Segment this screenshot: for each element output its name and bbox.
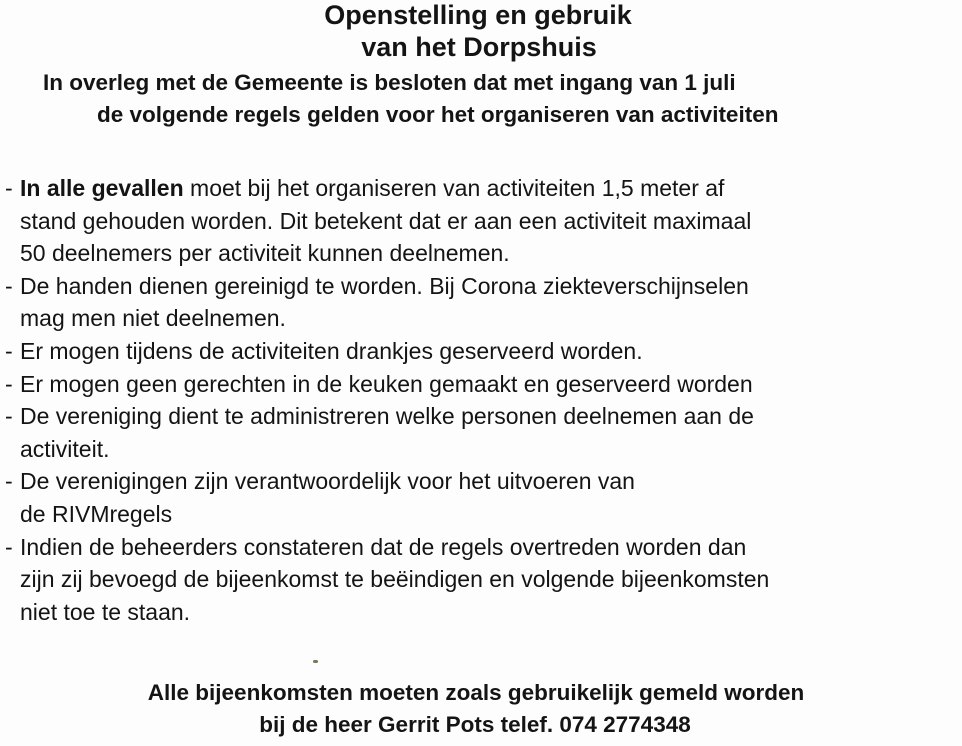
bullet-dash: -: [5, 337, 13, 364]
intro-line-1: In overleg met de Gemeente is besloten dat met ingang van 1 juli: [43, 70, 736, 95]
bullet-dash: -: [5, 403, 13, 430]
rule-text: mag men niet deelnemen.: [20, 305, 286, 332]
scan-speck: [313, 660, 318, 663]
rule-text: Er mogen tijdens de activiteiten drankjes geserveerd worden.: [20, 337, 643, 364]
rule-text: stand gehouden worden. Dit betekent dat er aan een activiteit maximaal: [20, 207, 752, 234]
rule-text: zijn zij bevoegd de bijeenkomst te beëindigen en volgende bijeenkomsten: [20, 566, 770, 593]
rule-item-enforcement: [0, 531, 962, 629]
page-subtitle: van het Dorpshuis: [361, 32, 597, 62]
footer-line-1: Alle bijeenkomsten moeten zoals gebruikelijk gemeld worden: [147, 680, 805, 705]
bullet-dash: -: [5, 370, 13, 397]
rule-text: Er mogen geen gerechten in de keuken gemaakt en geserveerd worden: [20, 370, 753, 397]
rule-text: De handen dienen gereinigd te worden. Bij Corona ziekteverschijnselen: [20, 272, 749, 299]
rule-text: 50 deelnemers per activiteit kunnen deelnemen.: [20, 240, 510, 267]
rule-item-kitchen: [0, 368, 962, 401]
rule-emphasis: In alle gevallen: [20, 175, 184, 201]
bullet-dash: -: [5, 272, 13, 299]
rule-text: de RIVMregels: [20, 500, 173, 527]
rules-list: [0, 172, 962, 628]
bullet-dash: -: [5, 175, 13, 201]
intro-line-2: de volgende regels gelden voor het organiseren van activiteiten: [97, 102, 779, 127]
bullet-dash: -: [5, 468, 13, 495]
rule-text: activiteit.: [20, 435, 110, 462]
bullet-dash: -: [5, 533, 13, 560]
rule-item-drinks: [0, 335, 962, 368]
rule-item-registration: [0, 400, 962, 465]
rule-text: De vereniging dient te administreren welke personen deelnemen aan de: [20, 403, 754, 430]
rule-text: Indien de beheerders constateren dat de regels overtreden worden dan: [20, 533, 747, 560]
rule-text: niet toe te staan.: [20, 598, 191, 625]
page-title: Openstelling en gebruik: [324, 0, 632, 30]
rule-text: moet bij het organiseren van activiteiten 1,5 meter af: [183, 175, 725, 201]
rule-item-hygiene: [0, 270, 962, 335]
footer-contact: bij de heer Gerrit Pots telef. 074 2774348: [259, 712, 691, 737]
rule-item-distance: [0, 172, 962, 270]
rule-item-responsibility: [0, 465, 962, 530]
rule-text: De verenigingen zijn verantwoordelijk voor het uitvoeren van: [20, 468, 635, 495]
